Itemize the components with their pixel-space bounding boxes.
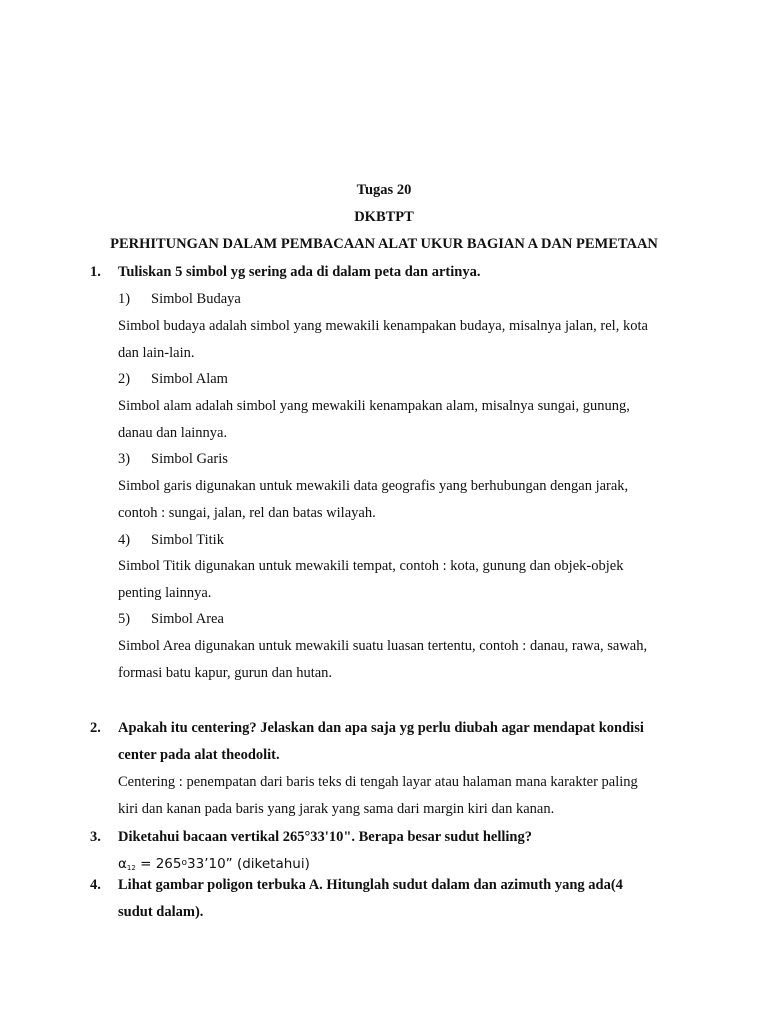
document-code: DKBTPT	[354, 209, 414, 225]
list-item-title: Simbol Budaya	[151, 291, 241, 307]
degree-symbol: o	[181, 858, 188, 868]
list-item-number: 5)	[118, 611, 131, 627]
question-2-text: Apakah itu centering? Jelaskan dan apa saja yg perlu diubah agar mendapat kondisi	[118, 720, 644, 736]
question-1-number: 1.	[90, 264, 101, 280]
question-3-text: Diketahui bacaan vertikal 265°33'10". Berapa besar sudut helling?	[118, 829, 532, 845]
list-item-number: 3)	[118, 451, 131, 467]
list-item-text: formasi batu kapur, gurun dan hutan.	[118, 665, 333, 681]
question-4-text: sudut dalam).	[118, 904, 204, 920]
list-item-text: penting lainnya.	[118, 585, 212, 601]
question-4-number: 4.	[90, 877, 101, 893]
question-3-number: 3.	[90, 829, 101, 845]
answer-3-formula	[118, 854, 310, 877]
question-2-text: center pada alat theodolit.	[118, 747, 280, 763]
document-title: Tugas 20	[356, 182, 412, 198]
list-item-text: Simbol Titik digunakan untuk mewakili tempat, contoh : kota, gunung dan objek-objek	[118, 558, 624, 574]
list-item-text: danau dan lainnya.	[118, 425, 228, 441]
list-item-text: Simbol Area digunakan untuk mewakili suatu luasan tertentu, contoh : danau, rawa, sawah,	[118, 638, 648, 654]
list-item-number: 4)	[118, 532, 131, 548]
list-item-title: Simbol Area	[151, 611, 224, 627]
question-4-text: Lihat gambar poligon terbuka A. Hitunglah sudut dalam dan azimuth yang ada(4	[118, 877, 623, 893]
document-subtitle: PERHITUNGAN DALAM PEMBACAAN ALAT UKUR BAGIAN A DAN PEMETAAN	[110, 236, 658, 252]
list-item-text: Simbol alam adalah simbol yang mewakili kenampakan alam, misalnya sungai, gunung,	[118, 398, 630, 414]
list-item-text: dan lain-lain.	[118, 345, 195, 361]
list-item-title: Simbol Garis	[151, 451, 228, 467]
formula-equals: = 265	[135, 856, 182, 872]
list-item-number: 2)	[118, 371, 131, 387]
answer-2-text: kiri dan kanan pada baris yang jarak yang sama dari margin kiri dan kanan.	[118, 801, 555, 817]
question-1-text: Tuliskan 5 simbol yg sering ada di dalam peta dan artinya.	[118, 264, 481, 280]
answer-2-text: Centering : penempatan dari baris teks di tengah layar atau halaman mana karakter paling	[118, 774, 638, 790]
formula-rest: 33’10” (diketahui)	[187, 856, 310, 872]
alpha-symbol: α	[118, 856, 127, 872]
list-item-text: Simbol garis digunakan untuk mewakili data geografis yang berhubungan dengan jarak,	[118, 478, 629, 494]
list-item-title: Simbol Titik	[151, 532, 224, 548]
list-item-title: Simbol Alam	[151, 371, 228, 387]
list-item-text: contoh : sungai, jalan, rel dan batas wilayah.	[118, 505, 376, 521]
list-item-number: 1)	[118, 291, 131, 307]
list-item-text: Simbol budaya adalah simbol yang mewakili kenampakan budaya, misalnya jalan, rel, kota	[118, 318, 648, 334]
question-2-number: 2.	[90, 720, 101, 736]
alpha-subscript: 12	[126, 864, 136, 872]
